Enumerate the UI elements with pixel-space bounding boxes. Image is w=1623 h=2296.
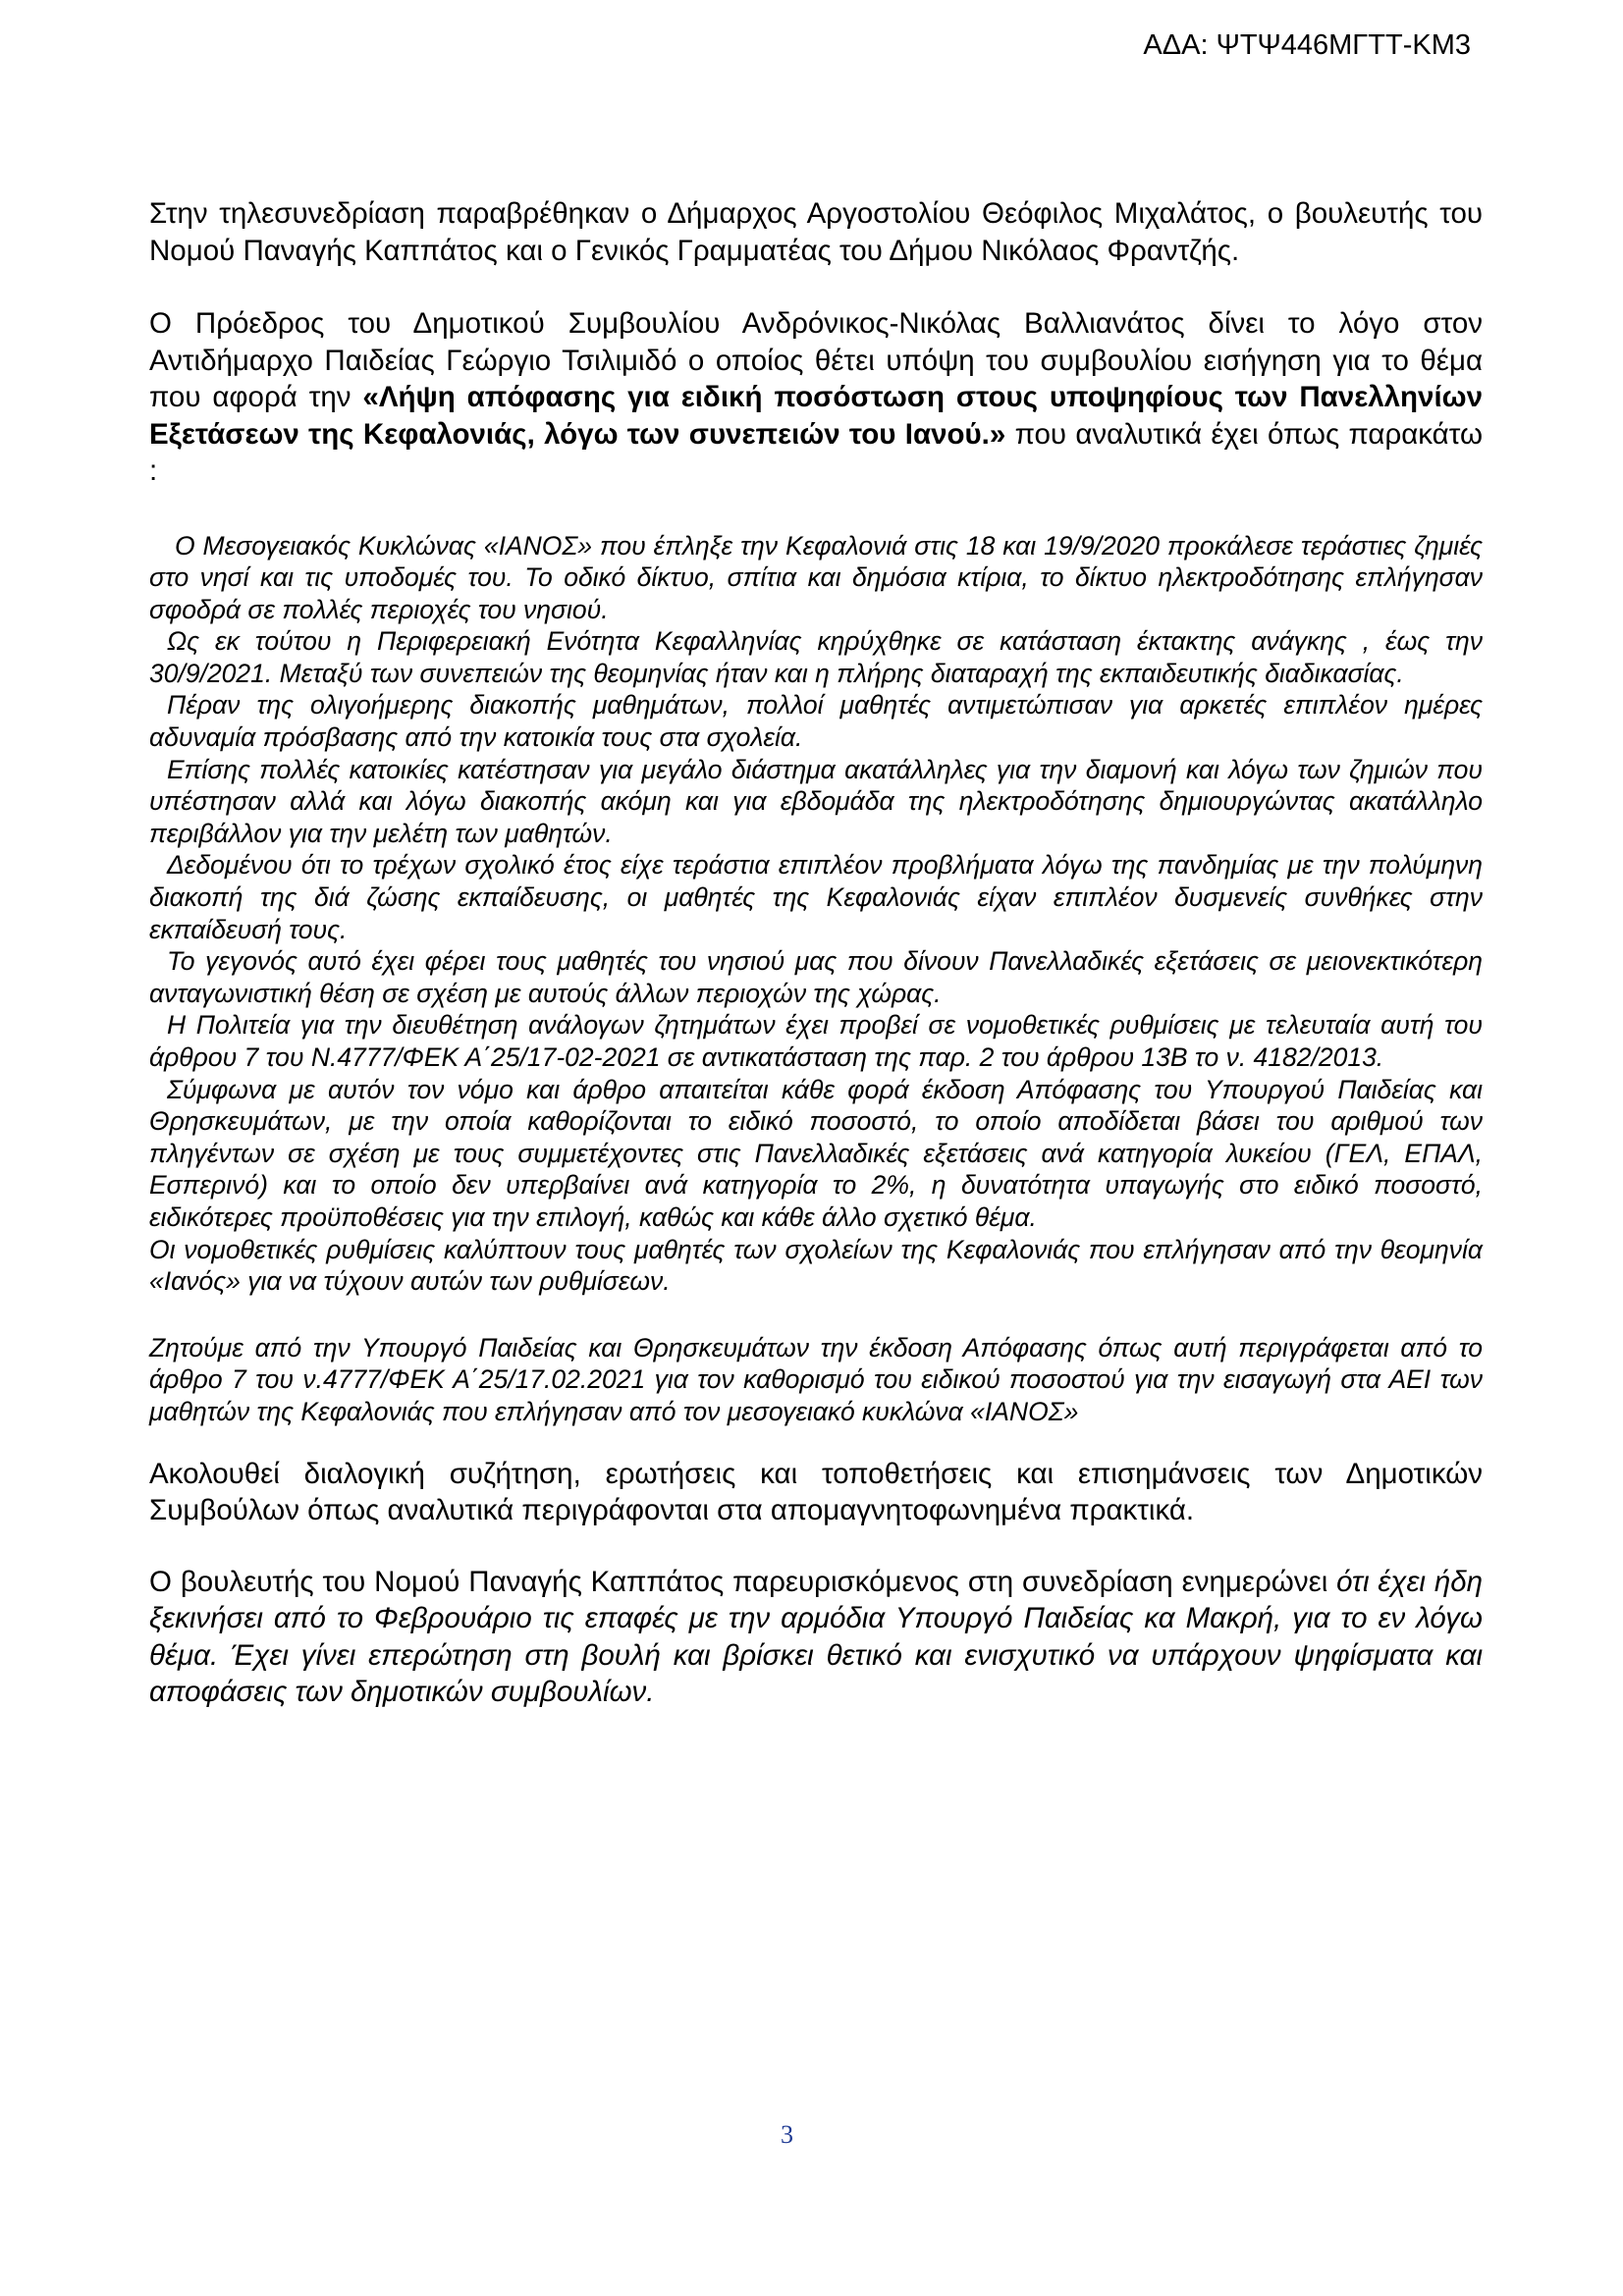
discussion-paragraph: Ακολουθεί διαλογική συζήτηση, ερωτήσεις και τοποθετήσεις και επισημάνσεις των Δημοτικών Συμβούλων όπως αναλυτικά περιγράφονται στα απομαγνητοφωνημένα πρακτικά. (149, 1457, 1483, 1527)
introduction-ending: που αναλυτικά έχει όπως παρακάτω : (149, 417, 1484, 487)
proposal-paragraph: Σύμφωνα με αυτόν τον νόμο και άρθρο απαιτείται κάθε φορά έκδοση Απόφασης του Υπουργού Παιδείας και Θρησκευμάτων, με την οποία καθορίζονται το ειδικό ποσοστό, το οποίο αποδίδεται βάσει του αριθμού των πληγέντων σε σχέση με τους συμμετέχοντες στις Πανελλαδικές εξετάσεις ανά κατηγορία λυκείου (ΓΕΛ, ΕΠΑΛ, Εσπερινό) και το οποίο δεν υπερβαίνει ανά κατηγορία το 2%, η δυνατότητα υπαγωγής στο ειδικό ποσοστό, ειδικότερες προϋποθέσεις για την επιλογή, καθώς και κάθε άλλο σχετικό θέμα. (149, 1074, 1483, 1232)
proposal-paragraph: Η Πολιτεία για την διευθέτηση ανάλογων ζητημάτων έχει προβεί σε νομοθετικές ρυθμίσεις με τελευταία αυτή του άρθρου 7 του Ν.4777/ΦΕΚ Α΄25/17-02-2021 σε αντικατάσταση της παρ. 2 του άρθρου 13Β το ν. 4182/2013. (149, 1010, 1483, 1072)
introduction-text: Ο Πρόεδρος του Δημοτικού Συμβουλίου Ανδρόνικος-Νικόλας Βαλλιανάτος δίνει το λόγο στον Αντιδήμαρχο Παιδείας Γεώργιο Τσιλιμιδό ο οποίος θέτει υπόψη του συμβουλίου εισήγηση για το θέμα που αφορά την (149, 307, 1483, 413)
subject-title: «Λήψη απόφασης για ειδική ποσόστωση στους υποψηφίους των Πανελληνίων Εξετάσεων της Κεφαλονιάς, λόγω των συνεπειών του Ιανού.» (149, 381, 1483, 451)
ada-code: ΑΔΑ: ΨΤΨ446ΜΓΤΤ-ΚΜ3 (1143, 29, 1471, 61)
proposal-paragraph: Το γεγονός αυτό έχει φέρει τους μαθητές του νησιού μας που δίνουν Πανελλαδικές εξετάσεις σε μειονεκτικότερη ανταγωνιστική θέση σε σχέση με αυτούς άλλων περιοχών της χώρας. (149, 946, 1483, 1008)
proposal-paragraph: Επίσης πολλές κατοικίες κατέστησαν για μεγάλο διάστημα ακατάλληλες για την διαμονή και λόγω των ζημιών που υπέστησαν αλλά και λόγω διακοπής ακόμη και για εβδομάδα της ηλεκτροδότησης δημιουργώντας ακατάλληλο περιβάλλον για την μελέτη των μαθητών. (149, 754, 1483, 848)
proposal-paragraph: Ως εκ τούτου η Περιφερειακή Ενότητα Κεφαλληνίας κηρύχθηκε σε κατάσταση έκτακτης ανάγκης , έως την 30/9/2021. Μεταξύ των συνεπειών της θεομηνίας ήταν και η πλήρης διαταραχή της εκπαιδευτικής διαδικασίας. (149, 626, 1483, 688)
proposal-paragraph: Ο Μεσογειακός Κυκλώνας «ΙΑΝΟΣ» που έπληξε την Κεφαλονιά στις 18 και 19/9/2020 προκάλεσε τεράστιες ζημιές στο νησί και τις υποδομές του. Το οδικό δίκτυο, σπίτια και δημόσια κτίρια, το δίκτυο ηλεκτροδότησης επλήγησαν σφοδρά σε πολλές περιοχές του νησιού. (149, 530, 1483, 624)
proposal-paragraph: Δεδομένου ότι το τρέχων σχολικό έτος είχε τεράστια επιπλέον προβλήματα λόγω της πανδημίας με την πολύμηνη διακοπή της διά ζώσης εκπαίδευσης, οι μαθητές της Κεφαλονιάς είχαν επιπλέον δυσμενείς συνθήκες στην εκπαίδευσή τους. (149, 850, 1483, 944)
document-body (149, 195, 1483, 1711)
proposal-text (149, 530, 1483, 1428)
introduction-paragraph (149, 305, 1483, 490)
proposal-paragraph: Οι νομοθετικές ρυθμίσεις καλύπτουν τους μαθητές των σχολείων της Κεφαλονιάς που επλήγησαν από την θεομηνία «Ιανός» για να τύχουν αυτών των ρυθμίσεων. (149, 1234, 1483, 1297)
page-number: 3 (781, 2120, 793, 2149)
request-paragraph: Ζητούμε από την Υπουργό Παιδείας και Θρησκευμάτων την έκδοση Απόφασης όπως αυτή περιγράφεται από το άρθρο 7 του ν.4777/ΦΕΚ Α΄25/17.02.2021 για τον καθορισμό του ειδικού ποσοστού για την εισαγωγή στα ΑΕΙ των μαθητών της Κεφαλονιάς που επλήγησαν από τον μεσογειακό κυκλώνα «ΙΑΝΟΣ» (149, 1332, 1483, 1426)
attendance-paragraph: Στην τηλεσυνεδρίαση παραβρέθηκαν ο Δήμαρχος Αργοστολίου Θεόφιλος Μιχαλάτος, ο βουλευτής του Νομού Παναγής Καππάτος και ο Γενικός Γραμματέας του Δήμου Νικόλαος Φραντζής. (149, 197, 1483, 267)
mp-statement-quote: ότι έχει ήδη ξεκινήσει από το Φεβρουάριο τις επαφές με την αρμόδια Υπουργό Παιδείας κα Μακρή, για το εν λόγω θέμα. Έχει γίνει επερώτηση στη βουλή και βρίσκει θετικό και ενισχυτικό να υπάρχουν ψηφίσματα και αποφάσεις των δημοτικών συμβουλίων. (149, 1565, 1483, 1709)
mp-statement-paragraph (149, 1564, 1483, 1711)
mp-statement-text: Ο βουλευτής του Νομού Παναγής Καππάτος παρευρισκόμενος στη συνεδρίαση ενημερώνει (149, 1565, 1337, 1598)
proposal-paragraph: Πέραν της ολιγοήμερης διακοπής μαθημάτων, πολλοί μαθητές αντιμετώπισαν για αρκετές επιπλέον ημέρες αδυναμία πρόσβασης από την κατοικία τους στα σχολεία. (149, 690, 1483, 753)
